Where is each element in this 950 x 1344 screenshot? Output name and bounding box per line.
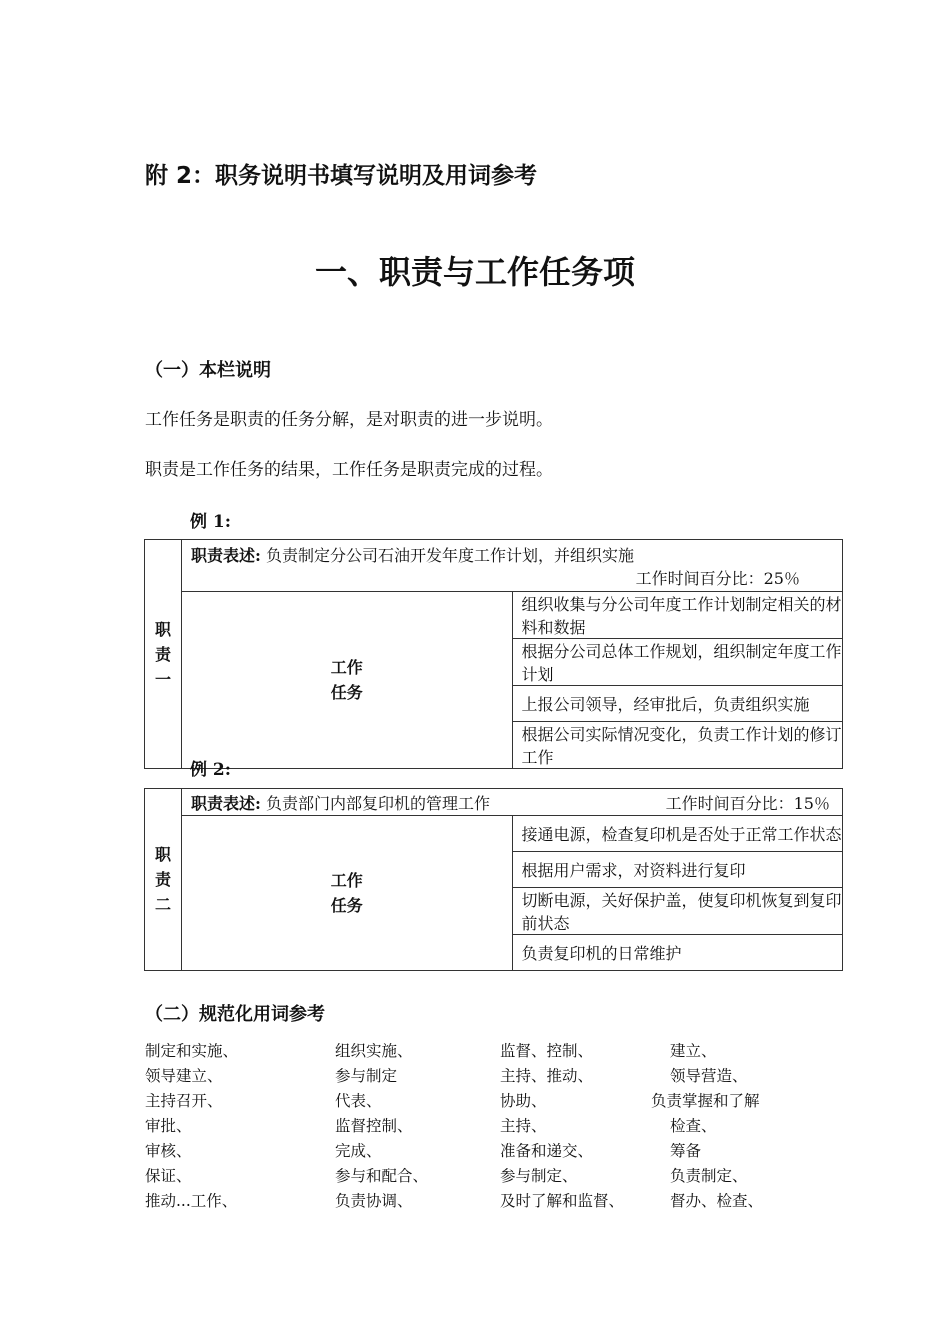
term-item: 领导营造、 (670, 1067, 748, 1085)
example-1-table (144, 539, 843, 769)
task-item: 根据用户需求，对资料进行复印 (512, 852, 843, 888)
section-title: 一、职责与工作任务项 (314, 253, 635, 291)
term-item: 督办、检查、 (670, 1192, 764, 1210)
term-item: 代表、 (335, 1092, 382, 1110)
term-item: 准备和递交、 (500, 1142, 594, 1160)
term-item: 主持召开、 (145, 1092, 223, 1110)
task-item: 组织收集与分公司年度工作计划制定相关的材料和数据 (512, 592, 843, 639)
term-item: 主持、推动、 (500, 1067, 594, 1085)
term-row (145, 1164, 845, 1189)
subsection-heading-2: （二）规范化用词参考 (145, 1004, 325, 1025)
duty-description (182, 540, 843, 592)
term-item: 参与制定、 (500, 1167, 578, 1185)
task-item: 接通电源，检查复印机是否处于正常工作状态 (512, 816, 843, 852)
term-item: 领导建立、 (145, 1067, 223, 1085)
term-row (145, 1089, 845, 1114)
task-item: 切断电源，关好保护盖，使复印机恢复到复印前状态 (512, 888, 843, 935)
work-time-percentage: 工作时间百分比：25％ (635, 568, 800, 588)
task-item: 根据分公司总体工作规划，组织制定年度工作计划 (512, 639, 843, 686)
term-item: 负责制定、 (670, 1167, 748, 1185)
task-label: 工作 任务 (182, 592, 513, 769)
term-row (145, 1139, 845, 1164)
term-item: 协助、 (500, 1092, 547, 1110)
task-label: 工作 任务 (182, 816, 513, 971)
term-item: 监督、控制、 (500, 1042, 594, 1060)
term-item: 负责协调、 (335, 1192, 413, 1210)
example-2-table (144, 788, 843, 971)
term-item: 推动...工作、 (145, 1192, 238, 1210)
term-item: 组织实施、 (335, 1042, 413, 1060)
example-2-label: 例 2: (190, 760, 232, 780)
term-item: 保证、 (145, 1167, 192, 1185)
term-item: 审批、 (145, 1117, 192, 1135)
term-row (145, 1114, 845, 1139)
duty-description-prefix: 职责表述: (191, 793, 261, 813)
term-item: 参与和配合、 (335, 1167, 429, 1185)
example-1-label: 例 1: (190, 512, 232, 532)
term-item: 筹备 (670, 1142, 702, 1160)
term-item: 负责掌握和了解 (651, 1092, 760, 1110)
term-item: 建立、 (670, 1042, 717, 1060)
duty-label: 职 责 二 (145, 789, 182, 971)
term-reference-grid (145, 1039, 845, 1214)
subsection-heading-1: （一）本栏说明 (145, 360, 271, 381)
task-item: 根据公司实际情况变化，负责工作计划的修订工作 (512, 722, 843, 769)
duty-description (182, 789, 843, 816)
term-item: 监督控制、 (335, 1117, 413, 1135)
term-item: 及时了解和监督、 (500, 1192, 625, 1210)
term-row (145, 1064, 845, 1089)
task-item: 上报公司领导，经审批后，负责组织实施 (512, 686, 843, 722)
term-item: 参与制定 (335, 1067, 398, 1085)
term-row (145, 1189, 845, 1214)
term-item: 检查、 (670, 1117, 717, 1135)
term-row (145, 1039, 845, 1064)
explanation-paragraph-2: 职责是工作任务的结果，工作任务是职责完成的过程。 (145, 460, 553, 480)
task-item: 负责复印机的日常维护 (512, 935, 843, 971)
term-item: 完成、 (335, 1142, 382, 1160)
explanation-paragraph-1: 工作任务是职责的任务分解，是对职责的进一步说明。 (145, 410, 553, 430)
duty-label: 职 责 一 (145, 540, 182, 769)
duty-description-text: 负责制定分公司石油开发年度工作计划，并组织实施 (266, 545, 635, 565)
term-item: 审核、 (145, 1142, 192, 1160)
term-item: 主持、 (500, 1117, 547, 1135)
term-item: 制定和实施、 (145, 1042, 239, 1060)
duty-description-prefix: 职责表述: (191, 545, 261, 565)
document-title: 附 2：职务说明书填写说明及用词参考 (145, 163, 538, 189)
work-time-percentage: 工作时间百分比：15％ (665, 793, 830, 813)
duty-description-text: 负责部门内部复印机的管理工作 (266, 793, 491, 813)
